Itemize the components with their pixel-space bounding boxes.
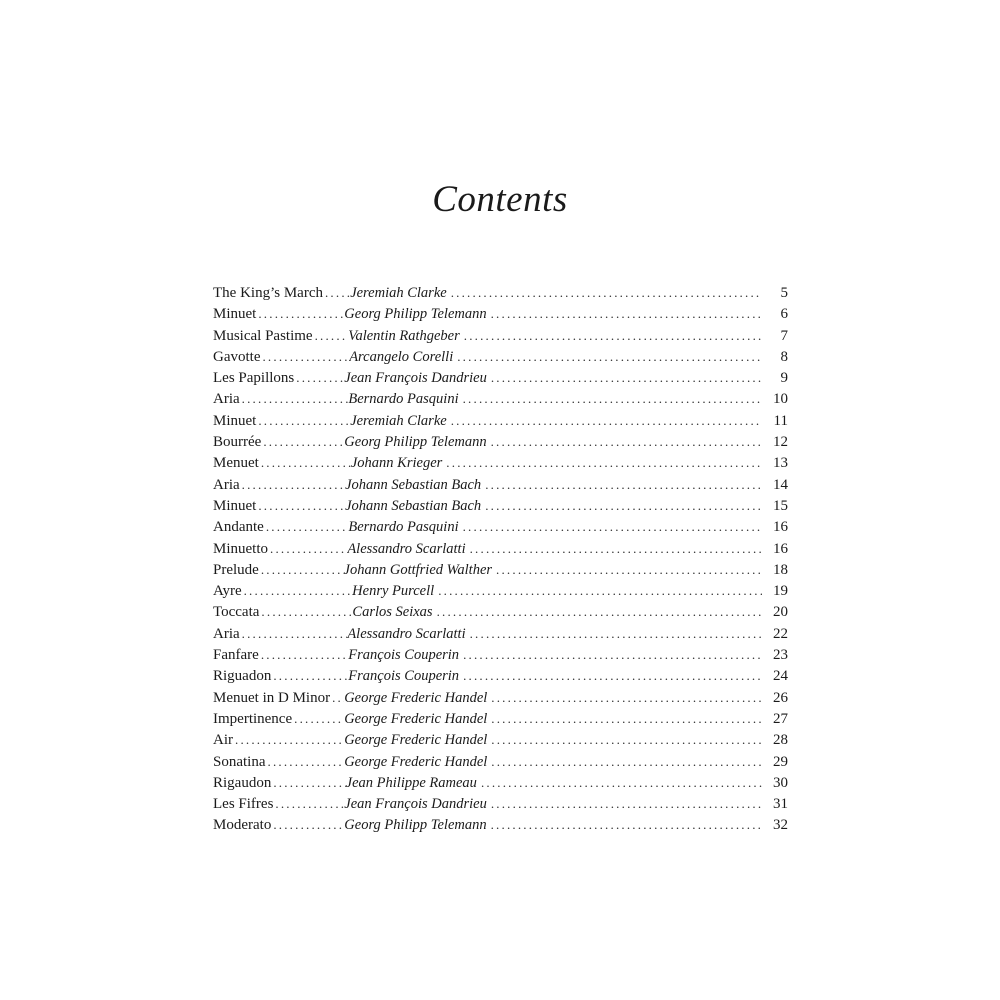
page-number: 9 — [780, 370, 788, 387]
contents-entry — [213, 474, 788, 495]
dot-leader — [258, 410, 350, 431]
dot-leader — [491, 729, 762, 750]
page-number: 13 — [773, 455, 788, 472]
page-number: 31 — [773, 796, 788, 813]
piece-title-cell — [213, 751, 344, 773]
composer-cell — [344, 793, 762, 815]
composer-cell — [344, 729, 762, 751]
dot-leader — [485, 495, 762, 516]
dot-leader — [268, 751, 345, 772]
dot-leader — [464, 325, 762, 346]
composer-name: Georg Philipp Telemann — [344, 306, 487, 323]
page-number: 11 — [773, 412, 788, 429]
piece-title-cell — [213, 474, 345, 496]
composer-cell — [346, 772, 762, 794]
dot-leader — [242, 623, 348, 644]
composer-cell — [344, 367, 762, 389]
dot-leader — [244, 580, 353, 601]
page-title: Contents — [432, 179, 568, 220]
piece-title-cell — [213, 516, 348, 538]
piece-title-cell — [213, 367, 344, 389]
composer-cell — [347, 623, 762, 645]
dot-leader — [463, 516, 762, 537]
dot-leader — [491, 793, 762, 814]
composer-cell — [352, 601, 762, 623]
composer-cell — [345, 474, 762, 496]
dot-leader — [491, 687, 762, 708]
page-number: 7 — [780, 327, 788, 344]
contents-entry — [213, 325, 788, 346]
piece-title: Impertinence — [213, 710, 293, 727]
composer-cell — [350, 410, 762, 432]
composer-name: Jean François Dandrieu — [344, 370, 487, 387]
contents-entry — [213, 516, 788, 537]
piece-title: Rigaudon — [213, 774, 272, 791]
contents-entry — [213, 367, 788, 388]
contents-entry — [213, 601, 788, 622]
piece-title: Les Papillons — [213, 370, 295, 387]
page-number: 24 — [773, 668, 788, 685]
contents-entry — [213, 452, 788, 473]
dot-leader — [263, 431, 344, 452]
composer-cell — [348, 644, 762, 666]
piece-title-cell — [213, 793, 344, 815]
piece-title-cell — [213, 814, 344, 836]
dot-leader — [457, 346, 762, 367]
piece-title: Gavotte — [213, 348, 261, 365]
page-number: 15 — [773, 497, 788, 514]
dot-leader — [438, 580, 762, 601]
piece-title: Sonatina — [213, 753, 266, 770]
composer-name: François Couperin — [348, 668, 460, 685]
composer-name: Bernardo Pasquini — [348, 391, 459, 408]
contents-entry — [213, 793, 788, 814]
contents-entry — [213, 410, 788, 431]
dot-leader — [491, 751, 762, 772]
dot-leader — [261, 452, 351, 473]
dot-leader — [273, 665, 348, 686]
page-number: 30 — [773, 774, 788, 791]
piece-title-cell — [213, 282, 350, 304]
composer-name: Johann Gottfried Walther — [343, 561, 493, 578]
composer-cell — [350, 282, 762, 304]
contents-entry — [213, 623, 788, 644]
composer-name: Bernardo Pasquini — [348, 519, 459, 536]
dot-leader — [262, 346, 349, 367]
composer-name: Arcangelo Corelli — [349, 348, 454, 365]
composer-cell — [344, 814, 762, 836]
dot-leader — [273, 814, 344, 835]
composer-name: George Frederic Handel — [344, 710, 488, 727]
composer-cell — [349, 346, 762, 368]
page-number: 32 — [773, 817, 788, 834]
page-number: 14 — [773, 476, 788, 493]
composer-name: François Couperin — [348, 647, 460, 664]
contents-entry — [213, 708, 788, 729]
contents-entry — [213, 303, 788, 324]
dot-leader — [491, 708, 762, 729]
contents-entry — [213, 687, 788, 708]
page-number: 5 — [780, 285, 788, 301]
composer-cell — [344, 303, 762, 325]
dot-leader — [242, 474, 345, 495]
composer-name: Alessandro Scarlatti — [347, 540, 466, 557]
piece-title-cell — [213, 644, 348, 666]
composer-name: George Frederic Handel — [344, 753, 488, 770]
piece-title: Prelude — [213, 561, 259, 578]
composer-cell — [344, 708, 762, 730]
dot-leader — [491, 814, 762, 835]
piece-title-cell — [213, 772, 346, 794]
composer-cell — [344, 559, 762, 581]
page-number: 8 — [780, 348, 788, 365]
dot-leader — [270, 538, 347, 559]
page-number: 12 — [773, 434, 788, 451]
piece-title: Minuetto — [213, 540, 268, 557]
dot-leader — [273, 772, 345, 793]
piece-title: Menuet in D Minor — [213, 689, 331, 706]
composer-name: Valentin Rathgeber — [348, 327, 460, 344]
dot-leader — [261, 644, 348, 665]
piece-title: Menuet — [213, 455, 259, 472]
piece-title: Air — [213, 732, 233, 749]
composer-name: Carlos Seixas — [352, 604, 433, 621]
composer-cell — [352, 580, 762, 602]
composer-cell — [344, 431, 762, 453]
dot-leader — [470, 538, 762, 559]
dot-leader — [235, 729, 344, 750]
page-number: 16 — [773, 540, 788, 557]
composer-cell — [347, 538, 762, 560]
contents-entry — [213, 346, 788, 367]
piece-title-cell — [213, 729, 344, 751]
composer-name: Georg Philipp Telemann — [344, 434, 487, 451]
composer-name: George Frederic Handel — [344, 732, 488, 749]
composer-name: George Frederic Handel — [344, 689, 488, 706]
composer-cell — [344, 751, 762, 773]
piece-title-cell — [213, 346, 349, 368]
dot-leader — [294, 708, 344, 729]
composer-name: Jeremiah Clarke — [350, 285, 447, 301]
page-number: 10 — [773, 391, 788, 408]
dot-leader — [481, 772, 762, 793]
dot-leader — [451, 282, 762, 303]
piece-title: Aria — [213, 391, 240, 408]
piece-title: Musical Pastime — [213, 327, 313, 344]
piece-title-cell — [213, 452, 351, 474]
contents-entry — [213, 772, 788, 793]
piece-title-cell — [213, 303, 344, 325]
contents-entry — [213, 495, 788, 516]
piece-title-cell — [213, 495, 345, 517]
composer-name: Georg Philipp Telemann — [344, 817, 487, 834]
composer-cell — [351, 452, 762, 474]
contents-entry — [213, 814, 788, 835]
piece-title-cell — [213, 410, 350, 432]
page-number: 18 — [773, 561, 788, 578]
dot-leader — [296, 367, 344, 388]
composer-cell — [348, 388, 762, 410]
piece-title: Ayre — [213, 583, 242, 600]
dot-leader — [463, 388, 762, 409]
contents-entry — [213, 644, 788, 665]
page-number: 20 — [773, 604, 788, 621]
contents-entry — [213, 388, 788, 409]
dot-leader — [437, 601, 762, 622]
dot-leader — [463, 644, 762, 665]
composer-name: Johann Sebastian Bach — [345, 497, 482, 514]
dot-leader — [496, 559, 762, 580]
dot-leader — [332, 687, 344, 708]
dot-leader — [451, 410, 762, 431]
page-number: 23 — [773, 647, 788, 664]
dot-leader — [491, 431, 762, 452]
dot-leader — [470, 623, 762, 644]
piece-title-cell — [213, 708, 344, 730]
composer-name: Jeremiah Clarke — [350, 412, 447, 429]
contents-entry — [213, 665, 788, 686]
piece-title: Aria — [213, 625, 240, 642]
dot-leader — [485, 474, 762, 495]
page-number: 6 — [780, 306, 788, 323]
page-number: 29 — [773, 753, 788, 770]
composer-cell — [344, 687, 762, 709]
dot-leader — [242, 388, 349, 409]
composer-cell — [348, 516, 762, 538]
composer-name: Johann Krieger — [350, 455, 443, 472]
page-number: 19 — [773, 583, 788, 600]
dot-leader — [315, 325, 349, 346]
contents-entry — [213, 559, 788, 580]
piece-title: Aria — [213, 476, 240, 493]
piece-title: Toccata — [213, 604, 260, 621]
composer-cell — [348, 325, 762, 347]
dot-leader — [258, 303, 344, 324]
contents-entry — [213, 751, 788, 772]
page-number: 26 — [773, 689, 788, 706]
contents-entry — [213, 729, 788, 750]
piece-title: Minuet — [213, 412, 257, 429]
piece-title-cell — [213, 388, 348, 410]
contents-entry — [213, 580, 788, 601]
dot-leader — [261, 601, 352, 622]
piece-title: Andante — [213, 519, 264, 536]
piece-title-cell — [213, 559, 344, 581]
piece-title-cell — [213, 431, 344, 453]
dot-leader — [491, 367, 762, 388]
piece-title-cell — [213, 538, 347, 560]
piece-title: Moderato — [213, 817, 272, 834]
contents-list — [213, 282, 788, 836]
dot-leader — [491, 303, 762, 324]
dot-leader — [266, 516, 349, 537]
piece-title-cell — [213, 687, 344, 709]
piece-title-cell — [213, 580, 352, 602]
piece-title: Fanfare — [213, 647, 259, 664]
dot-leader — [275, 793, 344, 814]
dot-leader — [261, 559, 344, 580]
contents-entry — [213, 431, 788, 452]
piece-title: Bourrée — [213, 434, 262, 451]
piece-title-cell — [213, 623, 347, 645]
page-number: 27 — [773, 710, 788, 727]
composer-cell — [345, 495, 762, 517]
piece-title: Minuet — [213, 497, 257, 514]
composer-name: Johann Sebastian Bach — [345, 476, 482, 493]
dot-leader — [446, 452, 762, 473]
contents-entry — [213, 282, 788, 303]
composer-name: Jean François Dandrieu — [344, 796, 487, 813]
piece-title: Les Fifres — [213, 796, 274, 813]
contents-entry — [213, 538, 788, 559]
composer-name: Jean Philippe Rameau — [345, 774, 477, 791]
page-number: 16 — [773, 519, 788, 536]
piece-title-cell — [213, 665, 348, 687]
dot-leader — [325, 282, 350, 303]
dot-leader — [463, 665, 762, 686]
page-number: 22 — [773, 625, 788, 642]
composer-cell — [348, 665, 762, 687]
composer-name: Henry Purcell — [352, 583, 435, 600]
piece-title: Riguadon — [213, 668, 272, 685]
dot-leader — [258, 495, 345, 516]
piece-title-cell — [213, 325, 348, 347]
piece-title-cell — [213, 601, 352, 623]
page-number: 28 — [773, 732, 788, 749]
composer-name: Alessandro Scarlatti — [347, 625, 466, 642]
piece-title: Minuet — [213, 306, 257, 323]
piece-title: The King’s March — [213, 285, 323, 301]
